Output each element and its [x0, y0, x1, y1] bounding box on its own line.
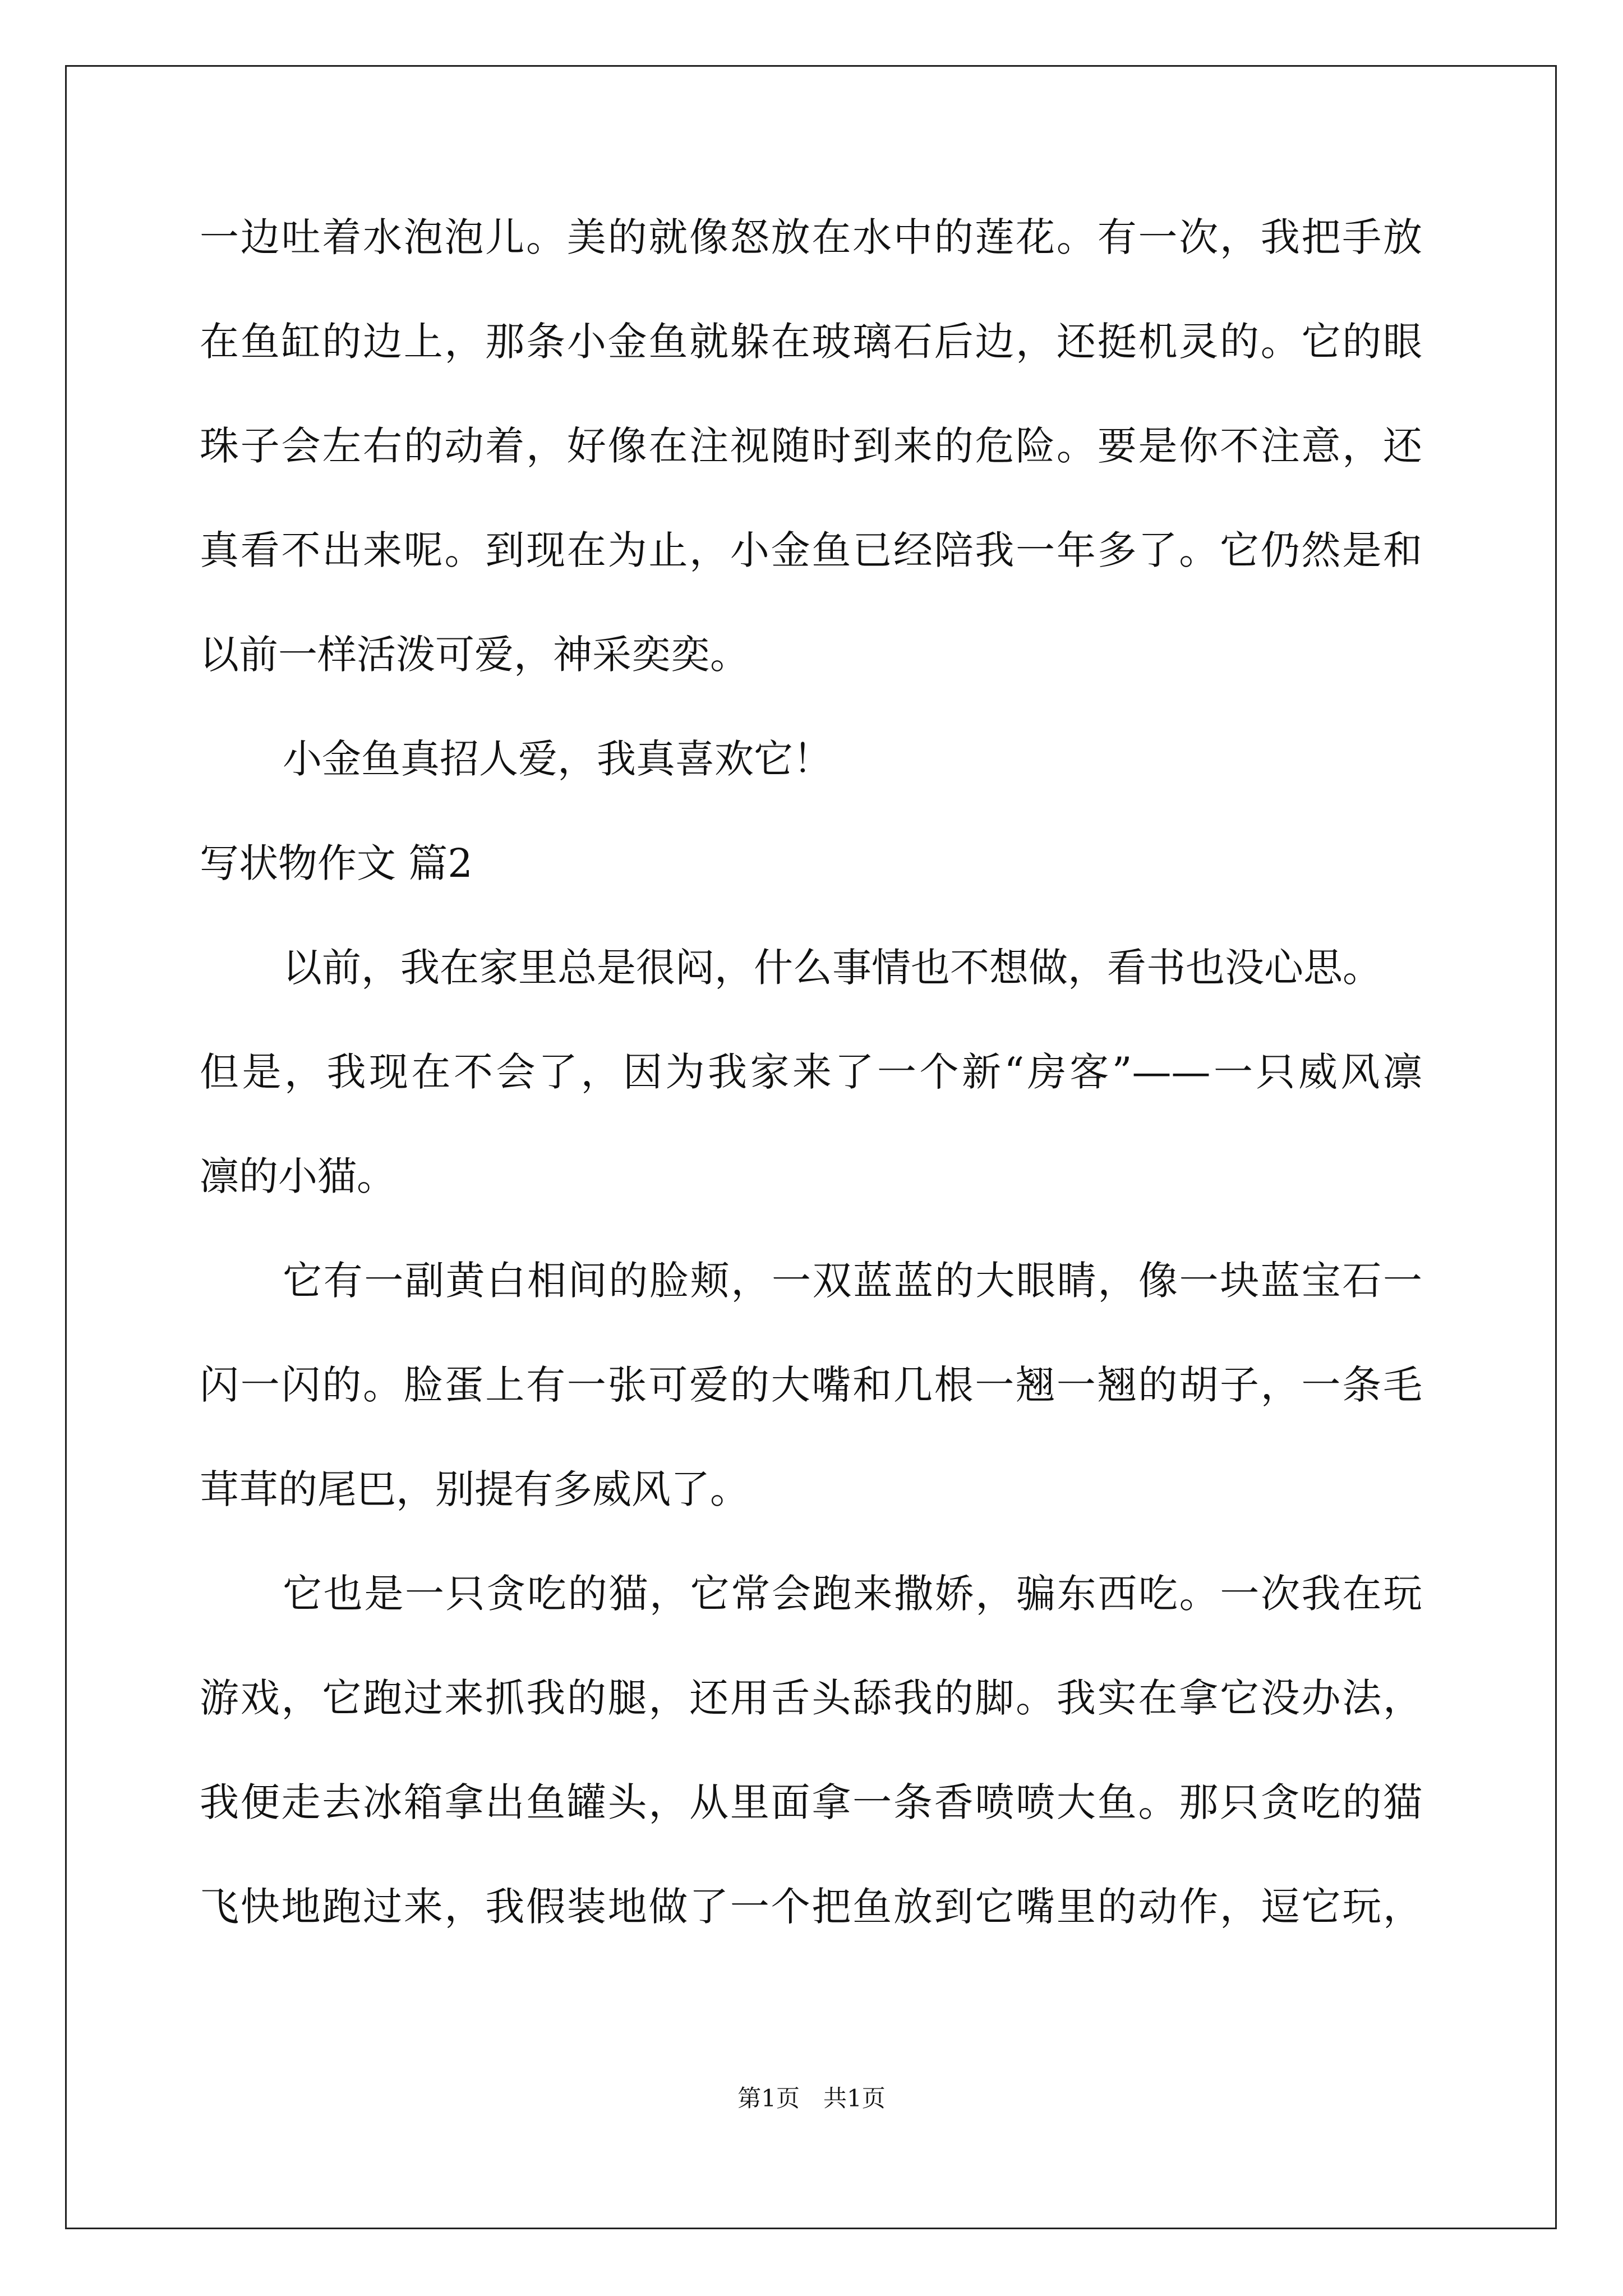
text-line: 凛的小猫。: [200, 1153, 396, 1199]
text-line: 在鱼缸的边上，那条小金鱼就躲在玻璃石后边，还挺机灵的。它的眼: [200, 319, 1422, 365]
text-line: 一边吐着水泡泡儿。美的就像怒放在水中的莲花。有一次，我把手放: [200, 214, 1422, 260]
text-line: 但是，我现在不会了，因为我家来了一个新“房客”——一只威风凛: [200, 1049, 1422, 1095]
paragraph-line: 小金鱼真招人爱，我真喜欢它！: [283, 736, 832, 782]
paragraph-line: 它有一副黄白相间的脸颊，一双蓝蓝的大眼睛，像一块蓝宝石一: [283, 1258, 1422, 1304]
text-line: 真看不出来呢。到现在为止，小金鱼已经陪我一年多了。它仍然是和: [200, 527, 1422, 573]
paragraph-line: 它也是一只贪吃的猫，它常会跑来撒娇，骗东西吃。一次我在玩: [283, 1571, 1422, 1617]
section-heading: 写状物作文 篇2: [200, 840, 473, 886]
text-line: 我便走去冰箱拿出鱼罐头，从里面拿一条香喷喷大鱼。那只贪吃的猫: [200, 1779, 1422, 1825]
document-body: [200, 214, 1422, 1991]
page-footer: 第1页 共1页: [737, 2085, 886, 2112]
text-line: 游戏，它跑过来抓我的腿，还用舌头舔我的脚。我实在拿它没办法，: [200, 1675, 1422, 1721]
paragraph-line: 以前，我在家里总是很闷，什么事情也不想做，看书也没心思。: [283, 945, 1382, 991]
text-line: 闪一闪的。脸蛋上有一张可爱的大嘴和几根一翘一翘的胡子，一条毛: [200, 1362, 1422, 1408]
text-line: 以前一样活泼可爱，神采奕奕。: [200, 632, 749, 678]
text-line: 茸茸的尾巴，别提有多威风了。: [200, 1466, 749, 1512]
text-line: 珠子会左右的动着，好像在注视随时到来的危险。要是你不注意，还: [200, 423, 1422, 469]
text-line: 飞快地跑过来，我假装地做了一个把鱼放到它嘴里的动作，逗它玩，: [200, 1884, 1422, 1930]
